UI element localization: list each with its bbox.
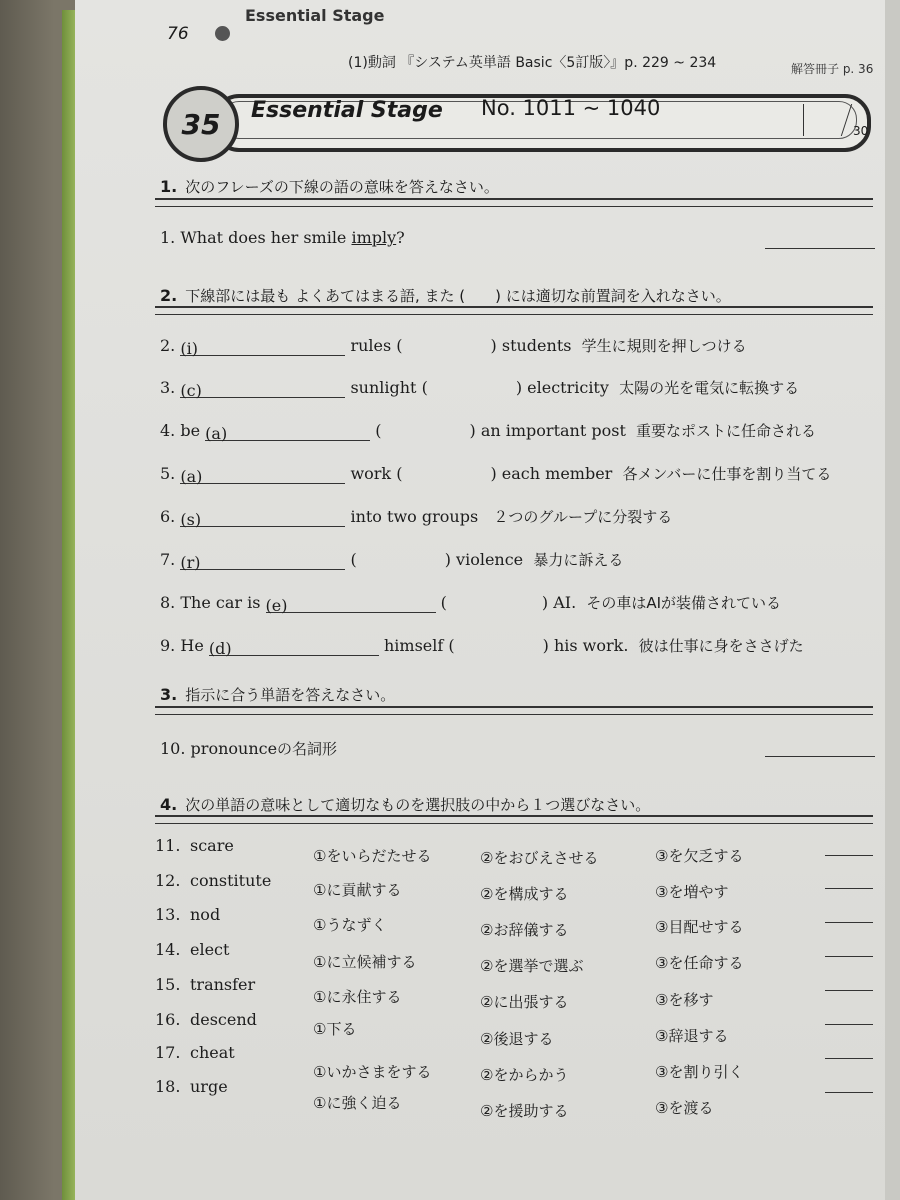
section-number: 3. (160, 685, 178, 704)
option-2[interactable]: ②お辞儀する (480, 921, 569, 939)
question-number: 14. (155, 940, 181, 959)
lesson-badge: 35 (163, 86, 239, 162)
option-2[interactable]: ②後退する (480, 1030, 554, 1048)
section-title: 指示に合う単語を答えなさい。 (185, 686, 396, 704)
question-7 (160, 549, 623, 570)
question-10 (160, 738, 337, 759)
vocab-word: transfer (190, 975, 256, 994)
japanese-gloss: 暴力に訴える (533, 551, 624, 569)
question-number: 16. (155, 1010, 181, 1029)
option-1[interactable]: ①に強く迫る (313, 1094, 402, 1112)
running-title: Essential Stage (245, 6, 385, 25)
phrase-text: rules ( (350, 336, 403, 355)
phrase-text: ( (440, 593, 447, 612)
question-number: 17. (155, 1043, 181, 1062)
section-3-heading (160, 684, 880, 705)
section-4-rule (155, 815, 873, 824)
vocab-word: constitute (190, 871, 272, 890)
page-number: 76 (167, 24, 189, 44)
vocab-word: nod (190, 905, 221, 924)
stage-title: Essential Stage (251, 98, 443, 123)
hint-letter: (i) (180, 339, 198, 358)
vocab-word: cheat (190, 1043, 235, 1062)
option-3[interactable]: ③目配せする (655, 918, 744, 936)
question-number: 1. (160, 228, 176, 247)
section-1-rule (155, 198, 873, 207)
section-number: 2. (160, 286, 178, 305)
phrase-text: ) his work. (542, 636, 629, 655)
target-word: pronounce (190, 739, 278, 758)
question-number: 9. (160, 636, 176, 655)
answer-line[interactable] (825, 888, 873, 889)
option-3[interactable]: ③を欠乏する (655, 847, 744, 865)
instruction-text: の名詞形 (277, 740, 338, 758)
phrase-text: be (180, 421, 206, 440)
option-1[interactable]: ①うなずく (313, 916, 387, 934)
question-number: 18. (155, 1077, 181, 1096)
option-1[interactable]: ①に立候補する (313, 953, 417, 971)
answer-blank[interactable] (266, 596, 436, 613)
phrase-text: ) an important post (469, 421, 626, 440)
section-title: 次の単語の意味として適切なものを選択肢の中から１つ選びなさい。 (185, 796, 651, 814)
bullet-dot (215, 26, 230, 41)
phrase-text: The car is (180, 593, 266, 612)
option-1[interactable]: ①に貢献する (313, 881, 402, 899)
japanese-gloss: 重要なポストに任命される (636, 422, 817, 440)
phrase-text: He (180, 636, 209, 655)
question-number: 5. (160, 464, 176, 483)
japanese-gloss: その車はAIが装備されている (586, 594, 782, 612)
question-8 (160, 592, 781, 613)
option-3[interactable]: ③辞退する (655, 1027, 729, 1045)
hint-letter: (a) (205, 424, 228, 443)
japanese-gloss: 彼は仕事に身をささげた (638, 637, 804, 655)
answer-blank[interactable] (205, 424, 370, 441)
option-2[interactable]: ②を構成する (480, 885, 569, 903)
section-4-heading (160, 794, 880, 815)
question-text-post: ? (396, 228, 405, 247)
answer-line[interactable] (825, 1058, 873, 1059)
answer-blank[interactable] (209, 639, 379, 656)
question-number: 6. (160, 507, 176, 526)
hint-letter: (r) (180, 553, 201, 572)
hint-letter: (a) (180, 467, 203, 486)
question-9 (160, 635, 804, 656)
answer-blank[interactable] (180, 553, 345, 570)
score-divider (803, 104, 804, 136)
section-number: 4. (160, 795, 178, 814)
option-3[interactable]: ③を割り引く (655, 1063, 744, 1081)
option-1[interactable]: ①をいらだたせる (313, 847, 432, 865)
answer-line[interactable] (825, 855, 873, 856)
option-3[interactable]: ③を渡る (655, 1099, 714, 1117)
answer-line[interactable] (825, 956, 873, 957)
phrase-text: ) electricity (515, 378, 609, 397)
option-2[interactable]: ②をからかう (480, 1066, 569, 1084)
vocab-word: descend (190, 1010, 257, 1029)
section-title: 次のフレーズの下線の語の意味を答えなさい。 (185, 178, 499, 196)
question-1 (160, 228, 405, 247)
question-number: 15. (155, 975, 181, 994)
option-1[interactable]: ①いかさまをする (313, 1063, 432, 1081)
question-number: 7. (160, 550, 176, 569)
answer-blank[interactable] (180, 381, 345, 398)
question-number: 3. (160, 378, 176, 397)
answer-line[interactable] (825, 1092, 873, 1093)
answer-line-10[interactable] (765, 756, 875, 757)
answer-line-1[interactable] (765, 248, 875, 249)
option-1[interactable]: ①下る (313, 1020, 357, 1038)
phrase-text: ) each member (490, 464, 613, 483)
section-number: 1. (160, 177, 178, 196)
japanese-gloss: 学生に規則を押しつける (581, 337, 747, 355)
option-3[interactable]: ③を増やす (655, 883, 729, 901)
option-2[interactable]: ②を援助する (480, 1102, 569, 1120)
question-number: 2. (160, 336, 176, 355)
phrase-text: ( (375, 421, 382, 440)
japanese-gloss: ２つのグループに分裂する (493, 508, 673, 526)
option-1[interactable]: ①に永住する (313, 988, 402, 1006)
question-number: 11. (155, 836, 181, 855)
score-total: 30 (853, 124, 869, 138)
phrase-text: ) students (490, 336, 572, 355)
phrase-text: ( (350, 550, 357, 569)
option-3[interactable]: ③を任命する (655, 954, 744, 972)
answer-line[interactable] (825, 1024, 873, 1025)
question-5 (160, 463, 831, 484)
question-number: 10. (160, 739, 186, 758)
section-title: 下線部には最も よくあてはまる語, また ( ) には適切な前置詞を入れなさい。 (185, 287, 731, 305)
hint-letter: (d) (208, 639, 232, 658)
worksheet-page (75, 0, 885, 1200)
section-3-rule (155, 706, 873, 715)
question-text-pre: What does her smile (180, 228, 352, 247)
question-number: 4. (160, 421, 176, 440)
answer-blank[interactable] (180, 467, 345, 484)
section-2-heading (160, 285, 880, 306)
hint-letter: (s) (180, 510, 202, 529)
option-2[interactable]: ②をおびえさせる (480, 849, 599, 867)
japanese-gloss: 太陽の光を電気に転換する (619, 379, 800, 397)
phrase-text: ) violence (444, 550, 524, 569)
lesson-banner (163, 82, 869, 160)
phrase-text: himself ( (383, 636, 455, 655)
question-number: 8. (160, 593, 176, 612)
question-3 (160, 377, 799, 398)
section-1-heading (160, 176, 880, 197)
hint-letter: (c) (180, 381, 202, 400)
vocab-word: scare (190, 836, 234, 855)
question-4 (160, 420, 816, 441)
phrase-text: ) AI. (541, 593, 577, 612)
option-2[interactable]: ②に出張する (480, 993, 569, 1011)
option-2[interactable]: ②を選挙で選ぶ (480, 957, 584, 975)
vocab-word: urge (190, 1077, 228, 1096)
hint-letter: (e) (265, 596, 288, 615)
vocab-word: elect (190, 940, 230, 959)
section-2-rule (155, 306, 873, 315)
word-range: No. 1011 ~ 1040 (481, 96, 661, 120)
question-number: 12. (155, 871, 181, 890)
source-reference: (1)動詞 『システム英単語 Basic〈5訂版〉』p. 229 ~ 234 (348, 55, 717, 71)
question-6 (160, 506, 672, 527)
question-number: 13. (155, 905, 181, 924)
question-2 (160, 335, 747, 356)
target-word: imply (351, 228, 397, 247)
phrase-text: into two groups (350, 507, 479, 526)
answer-reference: 解答冊子 p. 36 (791, 62, 874, 76)
phrase-text: work ( (350, 464, 403, 483)
option-3[interactable]: ③を移す (655, 991, 714, 1009)
answer-line[interactable] (825, 922, 873, 923)
phrase-text: sunlight ( (350, 378, 428, 397)
answer-blank[interactable] (180, 339, 345, 356)
answer-blank[interactable] (180, 510, 345, 527)
japanese-gloss: 各メンバーに仕事を割り当てる (622, 465, 832, 483)
answer-line[interactable] (825, 990, 873, 991)
